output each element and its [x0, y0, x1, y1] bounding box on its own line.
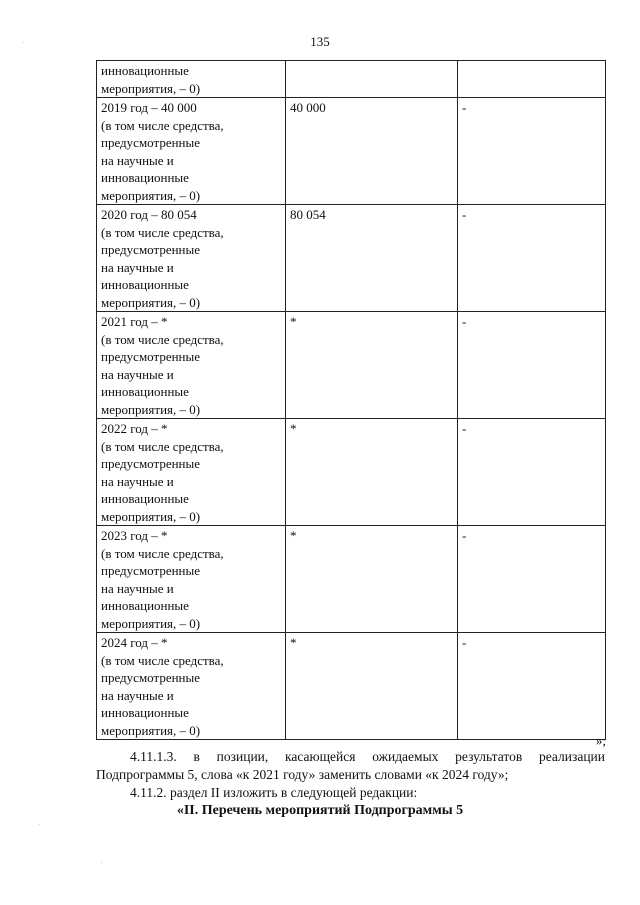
cell-line: 2021 год – *: [101, 314, 168, 329]
cell-line: мероприятия, – 0): [101, 187, 201, 203]
year-cell: [97, 633, 286, 740]
other-cell: -: [458, 526, 606, 633]
value-cell: *: [286, 526, 458, 633]
paragraph-section-two: 4.11.2. раздел II изложить в следующей редакции:: [130, 785, 418, 800]
paragraph-expected-results: 4.11.1.3. в позиции, касающейся ожидаемых результатов реализации Подпрограммы 5, слова «к 2021 году» заменить словами «к 2024 году»;: [96, 749, 605, 782]
cell-line: инновационные: [101, 491, 189, 506]
cell-line: 2023 год – *: [101, 528, 168, 543]
cell-line: мероприятия, – 0): [101, 508, 201, 524]
other-cell: -: [458, 205, 606, 312]
other-cell: -: [458, 98, 606, 205]
funding-table: [96, 60, 606, 740]
cell-line: инновационные: [101, 63, 189, 78]
year-cell: [97, 526, 286, 633]
cell-line: 2022 год – *: [101, 421, 168, 436]
cell-line: (в том числе средства,: [101, 545, 224, 561]
table-row: [97, 633, 606, 740]
value-cell: [286, 61, 458, 98]
closing-quote: »;: [595, 733, 606, 748]
cell-line: предусмотренные: [101, 135, 201, 150]
cell-line: на научные и: [101, 687, 174, 703]
cell-line: предусмотренные: [101, 670, 201, 685]
table-row: [97, 419, 606, 526]
cell-line: мероприятия, – 0): [101, 722, 201, 738]
value-cell: *: [286, 419, 458, 526]
cell-line: инновационные: [101, 384, 189, 399]
page-number: 135: [310, 34, 330, 49]
cell-line: мероприятия, – 0): [101, 80, 201, 96]
cell-line: (в том числе средства,: [101, 224, 224, 240]
scan-speck: ·: [100, 858, 104, 869]
other-cell: -: [458, 312, 606, 419]
table-row: [97, 526, 606, 633]
value-cell: *: [286, 633, 458, 740]
year-cell: [97, 61, 286, 98]
cell-line: на научные и: [101, 259, 174, 275]
other-cell: -: [458, 633, 606, 740]
cell-line: (в том числе средства,: [101, 117, 224, 133]
cell-line: на научные и: [101, 152, 174, 168]
cell-line: 2020 год – 80 054: [101, 207, 197, 222]
year-cell: [97, 205, 286, 312]
cell-line: предусмотренные: [101, 456, 201, 471]
cell-line: инновационные: [101, 705, 189, 720]
other-cell: -: [458, 419, 606, 526]
value-cell: 80 054: [286, 205, 458, 312]
table-row: [97, 61, 606, 98]
cell-line: предусмотренные: [101, 349, 201, 364]
cell-line: на научные и: [101, 473, 174, 489]
cell-line: инновационные: [101, 598, 189, 613]
cell-line: предусмотренные: [101, 563, 201, 578]
year-cell: [97, 419, 286, 526]
cell-line: (в том числе средства,: [101, 438, 224, 454]
year-cell: [97, 312, 286, 419]
year-cell: [97, 98, 286, 205]
cell-line: (в том числе средства,: [101, 652, 224, 668]
value-cell: 40 000: [286, 98, 458, 205]
cell-line: мероприятия, – 0): [101, 294, 201, 310]
cell-line: предусмотренные: [101, 242, 201, 257]
table-row: [97, 98, 606, 205]
cell-line: инновационные: [101, 170, 189, 185]
cell-line: инновационные: [101, 277, 189, 292]
cell-line: 2024 год – *: [101, 635, 168, 650]
other-cell: [458, 61, 606, 98]
scan-speck: ·: [22, 38, 26, 49]
cell-line: 2019 год – 40 000: [101, 100, 197, 115]
section-heading: «II. Перечень мероприятий Подпрограммы 5: [176, 803, 464, 818]
cell-line: мероприятия, – 0): [101, 615, 201, 631]
cell-line: на научные и: [101, 366, 174, 382]
value-cell: *: [286, 312, 458, 419]
scan-speck: ·: [38, 820, 42, 831]
table-row: [97, 205, 606, 312]
cell-line: (в том числе средства,: [101, 331, 224, 347]
table-row: [97, 312, 606, 419]
cell-line: мероприятия, – 0): [101, 401, 201, 417]
cell-line: на научные и: [101, 580, 174, 596]
